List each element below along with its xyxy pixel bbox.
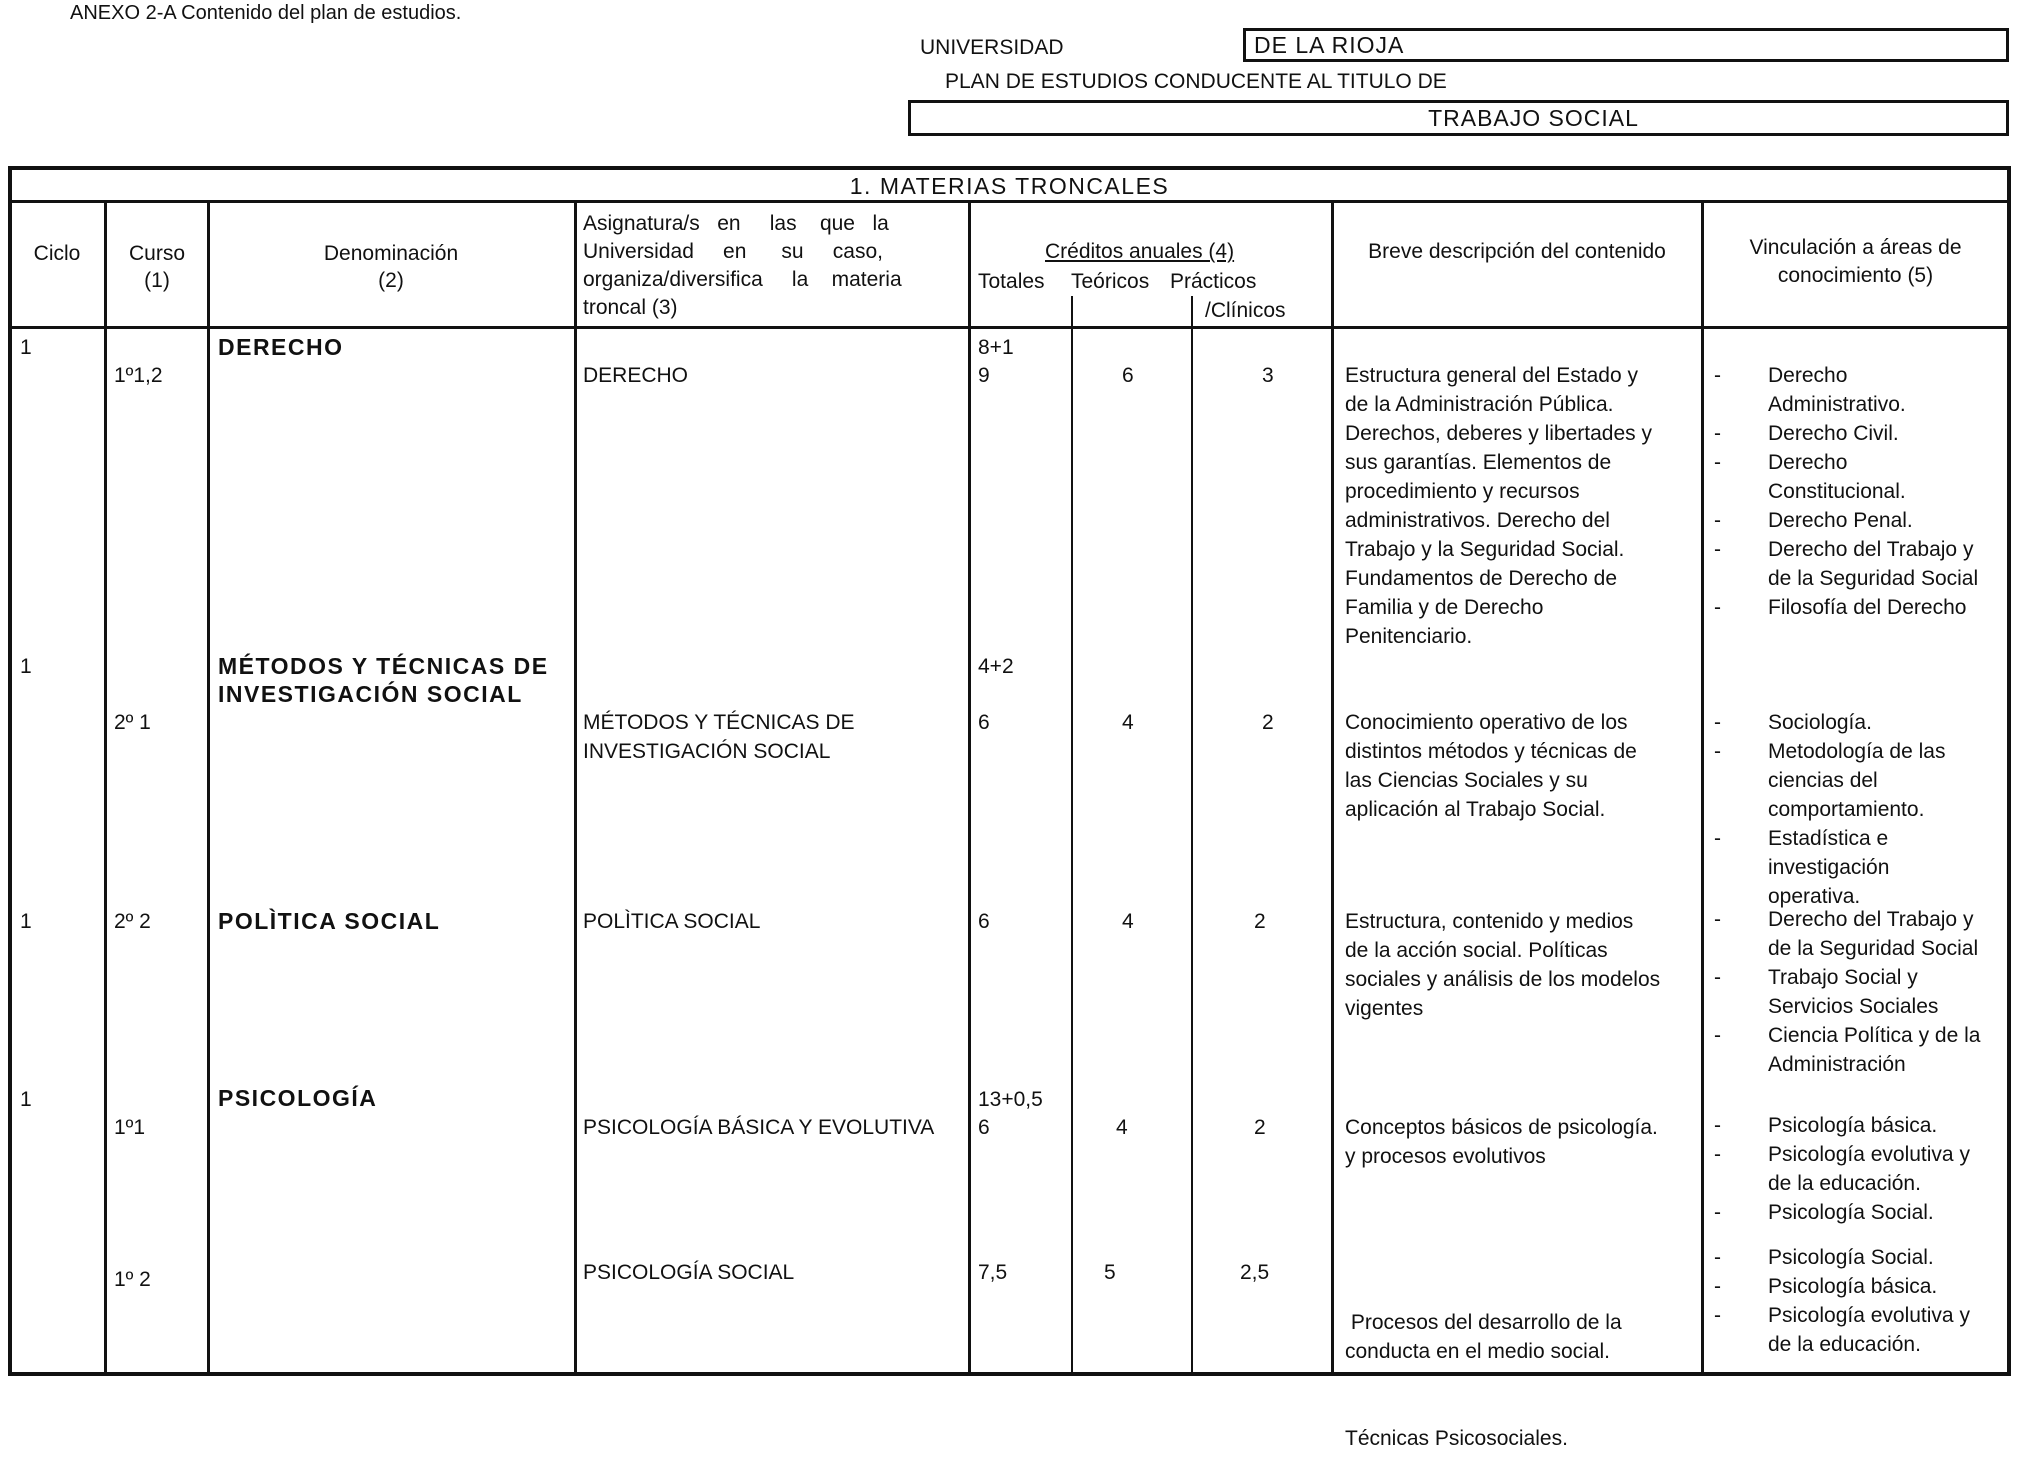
col-divider-teoricos: [1191, 296, 1193, 1376]
row3-teoricos: 4: [1122, 910, 1134, 933]
row4-total-materia: 13+0,5: [978, 1088, 1043, 1111]
row3-practicos: 2: [1254, 910, 1266, 933]
row1-curso: 1º1,2: [114, 364, 163, 387]
header-asignatura-line4: troncal (3): [583, 296, 678, 319]
degree-title-box: TRABAJO SOCIAL: [908, 100, 2009, 136]
header-curso-note: (1): [144, 269, 170, 292]
row5-teoricos: 5: [1104, 1261, 1116, 1284]
row5-totales: 7,5: [978, 1261, 1008, 1284]
row4-asignatura: PSICOLOGÍA BÁSICA Y EVOLUTIVA: [583, 1116, 935, 1139]
row2-asignatura-line1: MÉTODOS Y TÉCNICAS DE: [583, 711, 855, 734]
row5-asignatura: PSICOLOGÍA SOCIAL: [583, 1261, 795, 1284]
row2-asignatura-line2: INVESTIGACIÓN SOCIAL: [583, 740, 831, 763]
header-denominacion: Denominación: [323, 242, 459, 265]
header-clinicos: /Clínicos: [1205, 299, 1286, 322]
row4-ciclo: 1: [20, 1088, 32, 1111]
row4-teoricos: 4: [1116, 1116, 1128, 1139]
row3-totales: 6: [978, 910, 990, 933]
header-vinculacion-line2: conocimiento (5): [1777, 264, 1934, 287]
header-creditos: Créditos anuales (4): [1045, 240, 1235, 263]
annex-caption: ANEXO 2-A Contenido del plan de estudios.: [70, 2, 462, 24]
header-asignatura-line3: organiza/diversifica la materia: [583, 268, 902, 291]
row1-ciclo: 1: [20, 336, 32, 359]
row5-curso: 1º 2: [114, 1268, 151, 1291]
col-divider-creditos: [1331, 203, 1334, 1376]
header-asignatura-line1: Asignatura/s en las que la: [583, 212, 889, 235]
header-vinculacion-line1: Vinculación a áreas de: [1749, 236, 1962, 259]
col-divider-ciclo: [104, 203, 107, 1376]
header-practicos: Prácticos: [1170, 270, 1257, 293]
row3-curso: 2º 2: [114, 910, 151, 933]
col-divider-descripcion: [1701, 203, 1704, 1376]
row3-ciclo: 1: [20, 910, 32, 933]
header-ciclo: Ciclo: [33, 242, 81, 265]
row1-total-materia: 8+1: [978, 336, 1014, 359]
row1-descripcion: Estructura general del Estado y de la Administración Pública. Derechos, deberes y libertades y sus garantías. Elementos de procedimiento y recursos administrativos. Derecho del Trabajo y la Seguridad Social. Fundamentos de Derecho de Familia y de Derecho Penitenciario.: [1345, 364, 1652, 648]
row4-vinculacion: - Psicología básica. - Psicología evolutiva y de la educación. - Psicología Social.: [1714, 1111, 2009, 1227]
section-divider: [10, 200, 2009, 203]
header-asignatura-line2: Universidad en su caso,: [583, 240, 883, 263]
row2-denominacion-line1: MÉTODOS Y TÉCNICAS DE: [218, 653, 549, 679]
row4-totales: 6: [978, 1116, 990, 1139]
row2-curso: 2º 1: [114, 711, 151, 734]
row2-descripcion: Conocimiento operativo de los distintos métodos y técnicas de las Ciencias Sociales y su aplicación al Trabajo Social.: [1345, 711, 1637, 821]
row2-vinculacion: - Sociología. - Metodología de las ciencias del comportamiento. - Estadística e investigación operativa.: [1714, 708, 2009, 911]
header-descripcion: Breve descripción del contenido: [1368, 240, 1666, 263]
header-teoricos: Teóricos: [1071, 270, 1150, 293]
row1-practicos: 3: [1262, 364, 1274, 387]
row4-curso: 1º1: [114, 1116, 146, 1139]
header-totales: Totales: [978, 270, 1045, 293]
row4-practicos: 2: [1254, 1116, 1266, 1139]
col-divider-asignatura: [968, 203, 971, 1376]
header-denominacion-note: (2): [378, 269, 404, 292]
section-title: 1. MATERIAS TRONCALES: [849, 173, 1170, 199]
header-curso: Curso: [128, 242, 186, 265]
row2-practicos: 2: [1262, 711, 1274, 734]
row1-asignatura: DERECHO: [583, 364, 689, 387]
col-divider-denominacion: [574, 203, 577, 1376]
row1-teoricos: 6: [1122, 364, 1134, 387]
col-divider-curso: [207, 203, 210, 1376]
header-divider: [10, 326, 2009, 329]
plan-label: PLAN DE ESTUDIOS CONDUCENTE AL TITULO DE: [945, 70, 1447, 93]
col-divider-totales: [1071, 296, 1073, 1376]
row2-denominacion-line2: INVESTIGACIÓN SOCIAL: [218, 681, 523, 707]
row3-vinculacion: - Derecho del Trabajo y de la Seguridad Social - Trabajo Social y Servicios Sociales - Ciencia Política y de la Administración: [1714, 905, 2009, 1079]
university-label: UNIVERSIDAD: [920, 36, 1064, 59]
row2-ciclo: 1: [20, 655, 32, 678]
row2-totales: 6: [978, 711, 990, 734]
row5-descripcion: Procesos del desarrollo de la conducta en el medio social. Técnicas Psicosociales.: [1345, 1311, 1622, 1450]
row1-denominacion: DERECHO: [218, 334, 344, 360]
row5-vinculacion: - Psicología Social. - Psicología básica. - Psicología evolutiva y de la educación.: [1714, 1243, 2009, 1359]
row2-total-materia: 4+2: [978, 655, 1014, 678]
row1-totales: 9: [978, 364, 990, 387]
row3-asignatura: POLÌTICA SOCIAL: [583, 910, 761, 933]
row4-descripcion: Conceptos básicos de psicología. y procesos evolutivos: [1345, 1116, 1658, 1168]
row4-denominacion: PSICOLOGÍA: [218, 1085, 378, 1111]
university-name-box: DE LA RIOJA: [1243, 28, 2009, 62]
row1-vinculacion: - Derecho Administrativo. - Derecho Civil. - Derecho Constitucional. - Derecho Penal. - Derecho del Trabajo y de la Seguridad Social - Filosofía del Derecho: [1714, 361, 2009, 622]
row3-denominacion: POLÌTICA SOCIAL: [218, 908, 441, 934]
row3-descripcion: Estructura, contenido y medios de la acción social. Políticas sociales y análisis de los modelos vigentes: [1345, 910, 1661, 1020]
row2-teoricos: 4: [1122, 711, 1134, 734]
row5-practicos: 2,5: [1240, 1261, 1270, 1284]
